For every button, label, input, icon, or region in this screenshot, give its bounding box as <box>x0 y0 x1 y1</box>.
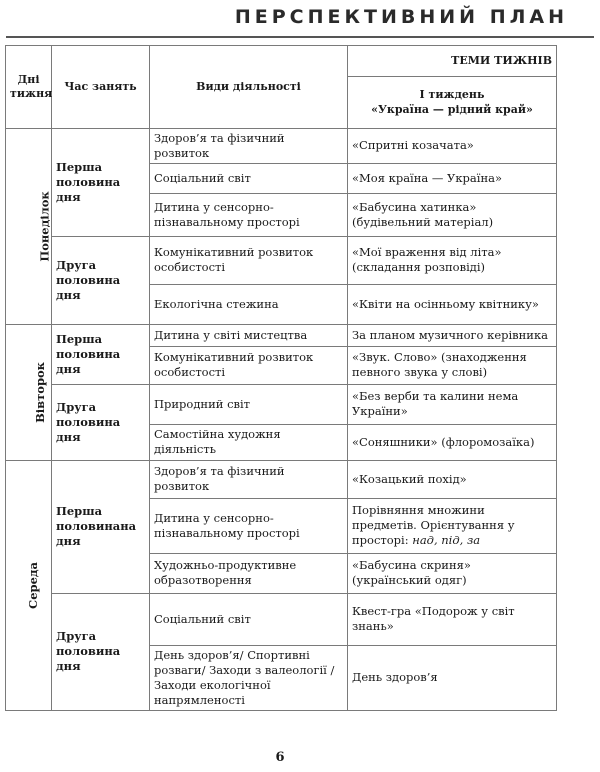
activity-cell: Соціальний світ <box>150 163 348 193</box>
theme-cell: «Соняшники» (флоромозаїка) <box>348 424 557 460</box>
day-cell <box>6 324 52 460</box>
half-cell: Друга половина дня <box>52 593 150 710</box>
header-time: Час занять <box>52 46 150 129</box>
theme-cell: «Бабусина скриня» (український одяг) <box>348 553 557 593</box>
theme-text: Порівняння множини предметів. Орієнтування у просторі: <box>352 503 515 548</box>
theme-cell <box>348 498 557 553</box>
activity-cell: День здоров’я/ Спортивні розваги/ Заходи з валеології /Заходи екологічної напрямленості <box>150 645 348 710</box>
day-label: Понеділок <box>37 191 52 262</box>
theme-cell: «Козацький похід» <box>348 460 557 498</box>
activity-cell: Природний світ <box>150 384 348 424</box>
week-number: І тиждень <box>419 88 485 102</box>
theme-cell: Квест-гра «Подорож у світ знань» <box>348 593 557 645</box>
day-cell <box>6 460 52 710</box>
half-cell: Друга половина дня <box>52 236 150 324</box>
activity-cell: Комунікативний розвиток особистості <box>150 236 348 284</box>
activity-cell: Екологічна стежина <box>150 284 348 324</box>
theme-cell: «Мої враження від літа» (складання розповіді) <box>348 236 557 284</box>
theme-cell: «Спритні козачата» <box>348 129 557 164</box>
header-day: Дні тижня <box>6 46 52 129</box>
header-row <box>6 46 557 77</box>
table-row <box>6 129 557 164</box>
table-row <box>6 593 557 645</box>
activity-cell: Дитина у світі мистецтва <box>150 324 348 346</box>
page-title: ПЕРСПЕКТИВНИЙ ПЛАН <box>234 6 568 28</box>
table-row <box>6 236 557 284</box>
half-cell: Друга половина дня <box>52 384 150 460</box>
day-label: Вівторок <box>32 361 47 423</box>
table-row <box>6 384 557 424</box>
half-cell: Перша половинана дня <box>52 460 150 593</box>
activity-cell: Дитина у сенсорно-пізнавальному просторі <box>150 498 348 553</box>
half-cell: Перша половина дня <box>52 129 150 237</box>
header-themes: ТЕМИ ТИЖНІВ <box>348 46 557 77</box>
activity-cell: Соціальний світ <box>150 593 348 645</box>
activity-cell: Дитина у сенсорно-пізнавальному просторі <box>150 193 348 236</box>
theme-cell: За планом музичного керівника <box>348 324 557 346</box>
activity-cell: Художньо-продуктивне образотворення <box>150 553 348 593</box>
theme-cell: «Бабусина хатинка» (будівельний матеріал) <box>348 193 557 236</box>
day-label: Середа <box>26 561 41 609</box>
page-number: 6 <box>275 750 285 765</box>
activity-cell: Здоров’я та фізичний розвиток <box>150 460 348 498</box>
theme-cell: «Моя країна — Україна» <box>348 163 557 193</box>
theme-cell: День здоров’я <box>348 645 557 710</box>
title-rule <box>6 36 594 38</box>
header-activity: Види діяльності <box>150 46 348 129</box>
week-theme: «Україна — рідний край» <box>371 102 533 116</box>
theme-cell: «Без верби та калини нема України» <box>348 384 557 424</box>
theme-italic-text: над, під, за <box>412 533 481 548</box>
half-cell: Перша половина дня <box>52 324 150 384</box>
header-week <box>348 77 557 129</box>
table-row <box>6 460 557 498</box>
activity-cell: Здоров’я та фізичний розвиток <box>150 129 348 164</box>
plan-table <box>5 45 557 711</box>
day-cell <box>6 129 52 325</box>
activity-cell: Комунікативний розвиток особистості <box>150 346 348 384</box>
theme-cell: «Квіти на осінньому квітнику» <box>348 284 557 324</box>
activity-cell: Самостійна художня діяльність <box>150 424 348 460</box>
table-row <box>6 324 557 346</box>
theme-cell: «Звук. Слово» (знаходження певного звука у слові) <box>348 346 557 384</box>
